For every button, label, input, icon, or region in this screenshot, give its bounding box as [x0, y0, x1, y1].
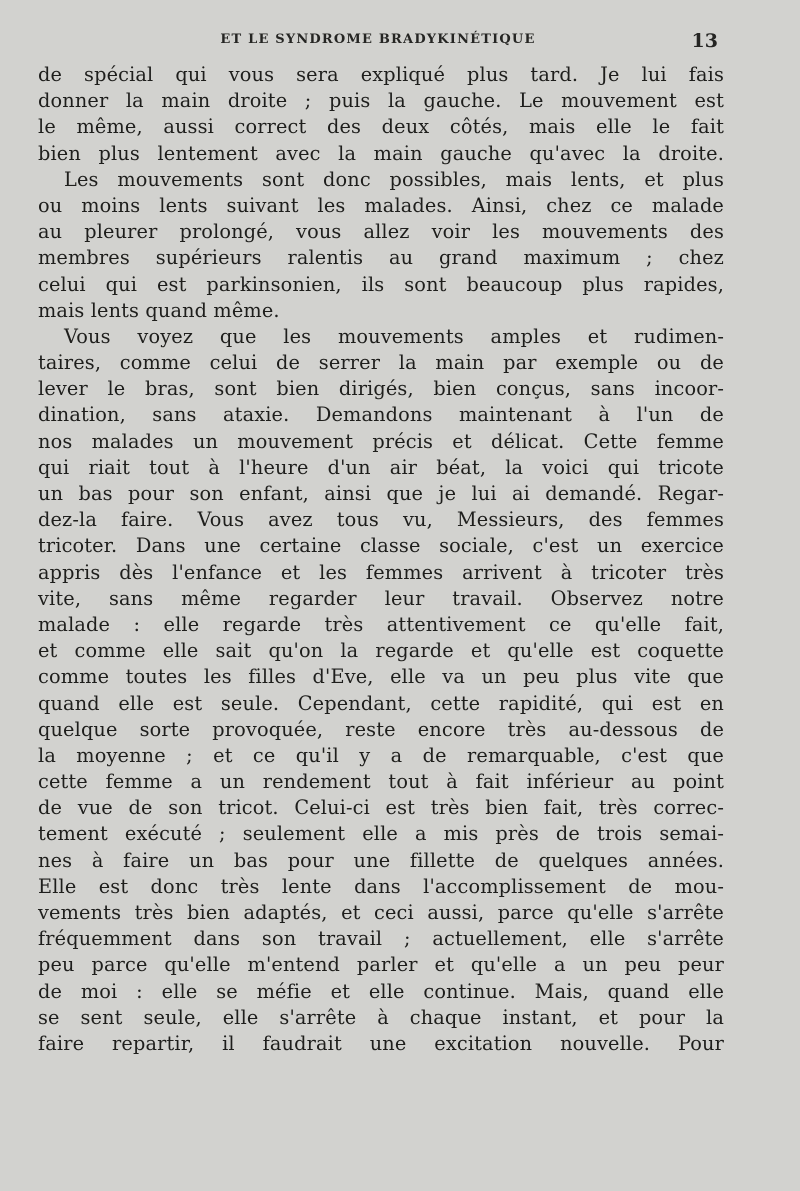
text-line: de vue de son tricot. Celui-ci est très bien fait, très correc- [38, 796, 724, 820]
text-line: de spécial qui vous sera expliqué plus tard. Je lui fais [38, 63, 724, 86]
text-line: vements très bien adaptés, et ceci aussi, parce qu'elle s'arrête [38, 901, 724, 924]
text-line: celui qui est parkinsonien, ils sont beaucoup plus rapides, [38, 272, 724, 296]
text-line: dination, sans ataxie. Demandons maintenant à l'un de [38, 403, 724, 427]
text-line: de moi : elle se méfie et elle continue. Mais, quand elle [38, 979, 724, 1003]
text-line: vite, sans même regarder leur travail. Observez notre [38, 586, 724, 610]
text-line: bien plus lentement avec la main gauche qu'avec la droite. [38, 141, 724, 165]
text-line: fréquemment dans son travail ; actuellement, elle s'arrête [38, 927, 724, 951]
text-line: mais lents quand même. [38, 298, 280, 322]
text-line: la moyenne ; et ce qu'il y a de remarquable, c'est que [38, 743, 724, 767]
text-line: quelque sorte provoquée, reste encore très au-dessous de [38, 717, 724, 741]
text-line: malade : elle regarde très attentivement ce qu'elle fait, [38, 612, 724, 636]
page-header [38, 30, 718, 54]
text-line: Vous voyez que les mouvements amples et rudimen- [64, 324, 724, 348]
text-line: cette femme a un rendement tout à fait inférieur au point [38, 770, 724, 794]
text-line: tricoter. Dans une certaine classe sociale, c'est un exercice [38, 534, 724, 558]
running-title: ET LE SYNDROME BRADYKINÉTIQUE [220, 32, 536, 47]
text-line: un bas pour son enfant, ainsi que je lui ai demandé. Regar- [38, 482, 724, 505]
text-line: Les mouvements sont donc possibles, mais lents, et plus [64, 167, 724, 191]
text-line: qui riait tout à l'heure d'un air béat, la voici qui tricote [38, 455, 724, 479]
text-line: nes à faire un bas pour une fillette de quelques années. [38, 848, 724, 872]
text-line: quand elle est seule. Cependant, cette rapidité, qui est en [38, 691, 724, 715]
text-line: donner la main droite ; puis la gauche. Le mouvement est [38, 89, 724, 113]
text-line: au pleurer prolongé, vous allez voir les mouvements des [38, 220, 724, 244]
text-line: membres supérieurs ralentis au grand maximum ; chez [38, 246, 724, 270]
page-number: 13 [691, 30, 718, 52]
body-text [38, 62, 724, 1057]
text-line: ou moins lents suivant les malades. Ainsi, chez ce malade [38, 193, 724, 217]
text-line: se sent seule, elle s'arrête à chaque instant, et pour la [38, 1005, 724, 1029]
text-line: comme toutes les filles d'Eve, elle va un peu plus vite que [38, 665, 724, 689]
text-line: appris dès l'enfance et les femmes arrivent à tricoter très [38, 560, 724, 584]
text-line: nos malades un mouvement précis et délicat. Cette femme [38, 429, 724, 453]
text-line: peu parce qu'elle m'entend parler et qu'elle a un peu peur [38, 953, 724, 977]
text-line: taires, comme celui de serrer la main par exemple ou de [38, 351, 724, 375]
text-line: lever le bras, sont bien dirigés, bien conçus, sans incoor- [38, 377, 724, 401]
text-line: tement exécuté ; seulement elle a mis près de trois semai- [38, 822, 724, 846]
text-line: le même, aussi correct des deux côtés, mais elle le fait [38, 115, 724, 139]
text-line: Elle est donc très lente dans l'accomplissement de mou- [38, 874, 724, 898]
text-line: et comme elle sait qu'on la regarde et qu'elle est coquette [38, 639, 724, 663]
text-line: dez-la faire. Vous avez tous vu, Messieurs, des femmes [38, 508, 724, 532]
text-line: faire repartir, il faudrait une excitation nouvelle. Pour [38, 1031, 724, 1055]
